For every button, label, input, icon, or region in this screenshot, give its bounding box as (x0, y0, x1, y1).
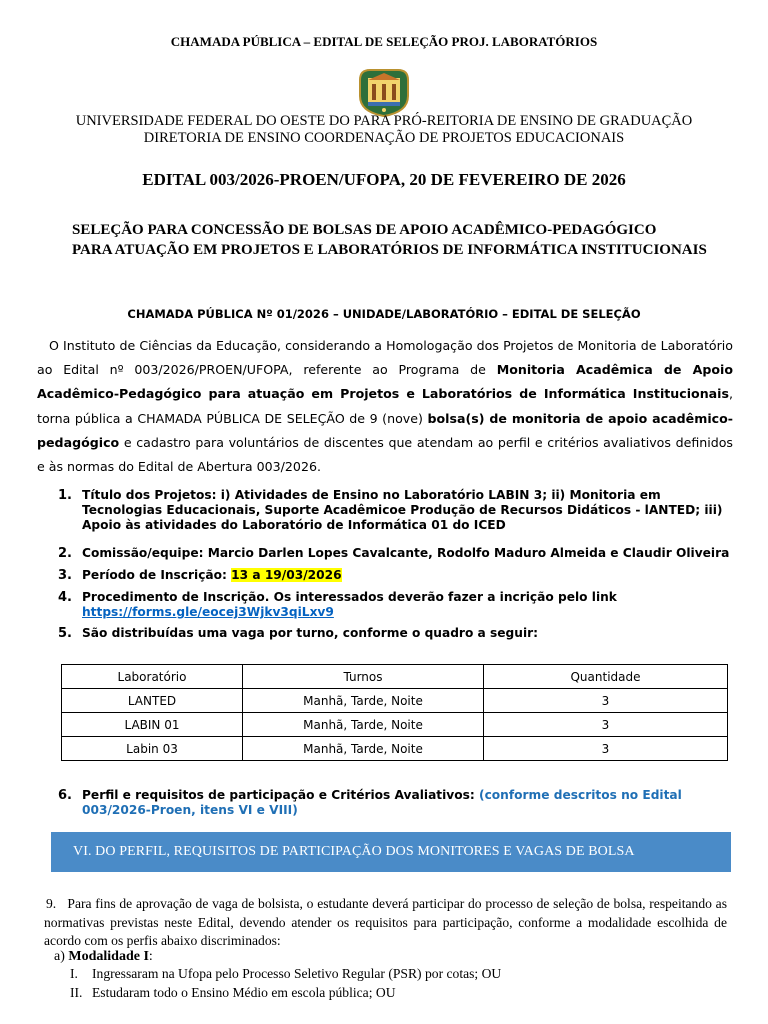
item-text: Comissão/equipe: Marcio Darlen Lopes Cavalcante, Rodolfo Maduro Almeida e Claudir Oliveira (82, 546, 730, 560)
table-cell: Labin 03 (62, 737, 243, 761)
list-item-3 (38, 568, 734, 583)
table-cell: Manhã, Tarde, Noite (243, 713, 484, 737)
section-vi-title: VI. DO PERFIL, REQUISITOS DE PARTICIPAÇÃO DOS MONITORES E VAGAS DE BOLSA (73, 844, 635, 859)
column-header: Turnos (243, 665, 484, 689)
item-text: Procedimento de Inscrição. Os interessados deverão fazer a incrição pelo link (82, 590, 617, 604)
item-text: Título dos Projetos: i) Atividades de Ensino no Laboratório LABIN 3; ii) Monitoria em Tecnologias Educacionais, Suporte Acadêmicoe Produção de Recursos Didáticos - lANTED; iii) Apoio às atividades do Laboratório de Informática 01 do ICED (82, 488, 723, 532)
table-cell: Manhã, Tarde, Noite (243, 689, 484, 713)
intro-bold-2: bolsa(s) de monitoria de apoio acadêmico-pedagógico (37, 410, 733, 450)
item-text: Perfil e requisitos de participação e Critérios Avaliativos: (82, 788, 479, 802)
intro-text-1: O Instituto de Ciências da Educação, considerando a Homologação dos Projetos de Monitoria de Laboratório ao Edital nº 003/2026/PROEN/UFOPA, referente ao Programa de (37, 338, 733, 378)
table-cell: Manhã, Tarde, Noite (243, 737, 484, 761)
item-number: 3. (58, 568, 72, 583)
selection-heading-line-1: SELEÇÃO PARA CONCESSÃO DE BOLSAS DE APOIO ACADÊMICO-PEDAGÓGICO (72, 222, 657, 238)
item-number: 5. (58, 626, 72, 641)
modalidade-label: Modalidade I (68, 949, 149, 964)
table-row (62, 737, 728, 761)
page-title: CHAMADA PÚBLICA – EDITAL DE SELEÇÃO PROJ. LABORATÓRIOS (170, 34, 598, 49)
table-cell: 3 (484, 689, 728, 713)
modalidade-prefix: a) (54, 949, 65, 964)
list-item-1 (38, 488, 734, 533)
registration-period-highlight: 13 a 19/03/2026 (231, 568, 342, 582)
edital-heading: EDITAL 003/2026-PROEN/UFOPA, 20 DE FEVEREIRO DE 2026 (142, 170, 626, 189)
lab-vacancy-table (61, 664, 728, 761)
criteria-number: II. (70, 985, 83, 1000)
intro-paragraph (37, 334, 733, 479)
table-header-row (62, 665, 728, 689)
criteria-item-1 (70, 966, 501, 982)
list-item-5 (38, 626, 734, 641)
criteria-reference: (conforme descritos no Edital 003/2026-Proen, itens VI e VIII) (82, 788, 682, 817)
section-vi-banner (51, 832, 731, 872)
modalidade-heading (54, 949, 153, 965)
institution-line-2: DIRETORIA DE ENSINO COORDENAÇÃO DE PROJETOS EDUCACIONAIS (143, 130, 625, 146)
registration-form-link[interactable]: https://forms.gle/eocej3Wjkv3qiLxv9 (82, 605, 334, 619)
criteria-text: Estudaram todo o Ensino Médio em escola pública; OU (92, 985, 396, 1000)
criteria-number: I. (70, 966, 78, 981)
list-item-6 (38, 788, 734, 818)
section-9-number: 9. (46, 896, 57, 911)
intro-text-2: , torna pública a CHAMADA PÚBLICA DE SELEÇÃO de 9 (nove) (37, 386, 733, 426)
table-row (62, 689, 728, 713)
list-item-2 (38, 546, 734, 561)
item-text: São distribuídas uma vaga por turno, conforme o quadro a seguir: (82, 626, 539, 640)
intro-bold-1: Monitoria Acadêmica de Apoio Acadêmico-Pedagógico para atuação em Projetos e Laboratórios de Informática Institucionais (37, 362, 733, 402)
item-number: 2. (58, 546, 72, 561)
section-9-text: Para fins de aprovação de vaga de bolsista, o estudante deverá participar do processo de seleção de bolsa, respeitando as normativas previstas neste Edital, devendo atender os requisitos para participação, conforme a modalidade escolhida de acordo com os perfis abaixo discriminados: (44, 896, 727, 949)
list-item-4 (38, 590, 734, 620)
section-9-paragraph (44, 895, 727, 951)
table-cell: LANTED (62, 689, 243, 713)
table-cell: LABIN 01 (62, 713, 243, 737)
numbered-items (38, 488, 734, 641)
item-number: 1. (58, 488, 72, 503)
table-cell: 3 (484, 737, 728, 761)
chamada-heading: CHAMADA PÚBLICA Nº 01/2026 – UNIDADE/LABORATÓRIO – EDITAL DE SELEÇÃO (127, 307, 641, 321)
intro-text-3: e cadastro para voluntários de discentes que atendam ao perfil e critérios avaliativos definidos e às normas do Edital de Abertura 003/2026. (37, 434, 733, 475)
institution-line-1: UNIVERSIDADE FEDERAL DO OESTE DO PARA PRÓ-REITORIA DE ENSINO DE GRADUAÇÃO (75, 113, 693, 129)
numbered-items-continued (38, 788, 734, 818)
item-number: 4. (58, 590, 72, 605)
column-header: Quantidade (484, 665, 728, 689)
item-text: Período de Inscrição: (82, 568, 232, 582)
modalidade-suffix: : (148, 949, 153, 964)
table-cell: 3 (484, 713, 728, 737)
university-crest-icon (356, 66, 412, 118)
item-number: 6. (58, 788, 72, 803)
criteria-text: Ingressaram na Ufopa pelo Processo Seletivo Regular (PSR) por cotas; OU (92, 966, 502, 981)
criteria-item-2 (70, 985, 396, 1001)
selection-heading-line-2: PARA ATUAÇÃO EM PROJETOS E LABORATÓRIOS DE INFORMÁTICA INSTITUCIONAIS (72, 242, 707, 258)
table-row (62, 713, 728, 737)
column-header: Laboratório (62, 665, 243, 689)
